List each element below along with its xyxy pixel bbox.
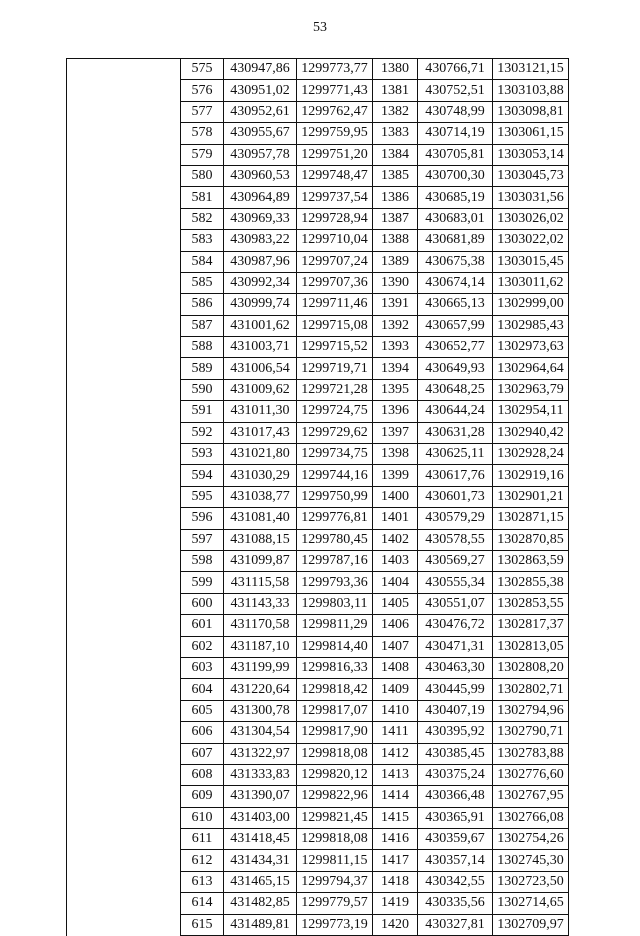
point-number-cell: 575	[181, 59, 224, 80]
x-coordinate-cell: 431220,64	[224, 679, 297, 700]
x-coordinate-cell: 431187,10	[224, 636, 297, 657]
point-number-cell: 595	[181, 486, 224, 507]
x-coordinate-cell: 430960,53	[224, 165, 297, 186]
point-number-cell: 608	[181, 764, 224, 785]
y-coordinate-cell: 1302985,43	[493, 315, 569, 336]
y-coordinate-cell: 1299811,29	[297, 615, 373, 636]
y-coordinate-cell: 1302863,59	[493, 550, 569, 571]
y-coordinate-cell: 1299737,54	[297, 187, 373, 208]
x-coordinate-cell: 430683,01	[418, 208, 493, 229]
x-coordinate-cell: 430681,89	[418, 230, 493, 251]
point-number-cell: 577	[181, 101, 224, 122]
x-coordinate-cell: 430357,14	[418, 850, 493, 871]
y-coordinate-cell: 1302919,16	[493, 465, 569, 486]
point-number-cell: 592	[181, 422, 224, 443]
point-number-cell: 583	[181, 230, 224, 251]
point-number-cell: 603	[181, 657, 224, 678]
x-coordinate-cell: 430675,38	[418, 251, 493, 272]
point-number-cell: 1401	[373, 508, 418, 529]
point-number-cell: 1397	[373, 422, 418, 443]
point-number-cell: 1390	[373, 272, 418, 293]
y-coordinate-cell: 1299779,57	[297, 893, 373, 914]
coordinates-table-body	[67, 59, 569, 936]
y-coordinate-cell: 1299820,12	[297, 764, 373, 785]
x-coordinate-cell: 431006,54	[224, 358, 297, 379]
point-number-cell: 1391	[373, 294, 418, 315]
x-coordinate-cell: 430365,91	[418, 807, 493, 828]
y-coordinate-cell: 1299715,52	[297, 337, 373, 358]
y-coordinate-cell: 1299818,08	[297, 829, 373, 850]
x-coordinate-cell: 431322,97	[224, 743, 297, 764]
x-coordinate-cell: 430342,55	[418, 871, 493, 892]
x-coordinate-cell: 430951,02	[224, 80, 297, 101]
x-coordinate-cell: 431482,85	[224, 893, 297, 914]
point-number-cell: 1392	[373, 315, 418, 336]
point-number-cell: 1413	[373, 764, 418, 785]
point-number-cell: 1386	[373, 187, 418, 208]
point-number-cell: 598	[181, 550, 224, 571]
y-coordinate-cell: 1302776,60	[493, 764, 569, 785]
point-number-cell: 606	[181, 722, 224, 743]
x-coordinate-cell: 431038,77	[224, 486, 297, 507]
point-number-cell: 1409	[373, 679, 418, 700]
point-number-cell: 605	[181, 700, 224, 721]
point-number-cell: 589	[181, 358, 224, 379]
page-number: 53	[313, 20, 327, 35]
merged-empty-cell	[67, 59, 181, 936]
x-coordinate-cell: 430551,07	[418, 593, 493, 614]
y-coordinate-cell: 1302709,97	[493, 914, 569, 935]
y-coordinate-cell: 1299707,36	[297, 272, 373, 293]
point-number-cell: 609	[181, 786, 224, 807]
point-number-cell: 593	[181, 444, 224, 465]
y-coordinate-cell: 1302808,20	[493, 657, 569, 678]
y-coordinate-cell: 1299794,37	[297, 871, 373, 892]
point-number-cell: 600	[181, 593, 224, 614]
point-number-cell: 604	[181, 679, 224, 700]
y-coordinate-cell: 1299711,46	[297, 294, 373, 315]
y-coordinate-cell: 1303011,62	[493, 272, 569, 293]
x-coordinate-cell: 430385,45	[418, 743, 493, 764]
x-coordinate-cell: 430952,61	[224, 101, 297, 122]
y-coordinate-cell: 1302853,55	[493, 593, 569, 614]
x-coordinate-cell: 430987,96	[224, 251, 297, 272]
y-coordinate-cell: 1302999,00	[493, 294, 569, 315]
point-number-cell: 1407	[373, 636, 418, 657]
y-coordinate-cell: 1299780,45	[297, 529, 373, 550]
point-number-cell: 580	[181, 165, 224, 186]
y-coordinate-cell: 1299751,20	[297, 144, 373, 165]
x-coordinate-cell: 431088,15	[224, 529, 297, 550]
x-coordinate-cell: 431304,54	[224, 722, 297, 743]
x-coordinate-cell: 430947,86	[224, 59, 297, 80]
y-coordinate-cell: 1299734,75	[297, 444, 373, 465]
x-coordinate-cell: 430752,51	[418, 80, 493, 101]
y-coordinate-cell: 1299793,36	[297, 572, 373, 593]
point-number-cell: 1381	[373, 80, 418, 101]
point-number-cell: 1382	[373, 101, 418, 122]
point-number-cell: 613	[181, 871, 224, 892]
x-coordinate-cell: 430569,27	[418, 550, 493, 571]
y-coordinate-cell: 1299762,47	[297, 101, 373, 122]
point-number-cell: 1387	[373, 208, 418, 229]
point-number-cell: 601	[181, 615, 224, 636]
x-coordinate-cell: 430366,48	[418, 786, 493, 807]
x-coordinate-cell: 431115,58	[224, 572, 297, 593]
point-number-cell: 611	[181, 829, 224, 850]
y-coordinate-cell: 1302794,96	[493, 700, 569, 721]
y-coordinate-cell: 1302813,05	[493, 636, 569, 657]
y-coordinate-cell: 1299814,40	[297, 636, 373, 657]
point-number-cell: 1417	[373, 850, 418, 871]
y-coordinate-cell: 1302954,11	[493, 401, 569, 422]
y-coordinate-cell: 1302855,38	[493, 572, 569, 593]
point-number-cell: 584	[181, 251, 224, 272]
y-coordinate-cell: 1302963,79	[493, 379, 569, 400]
point-number-cell: 1396	[373, 401, 418, 422]
point-number-cell: 1404	[373, 572, 418, 593]
point-number-cell: 610	[181, 807, 224, 828]
x-coordinate-cell: 430983,22	[224, 230, 297, 251]
y-coordinate-cell: 1299729,62	[297, 422, 373, 443]
point-number-cell: 1395	[373, 379, 418, 400]
point-number-cell: 1414	[373, 786, 418, 807]
y-coordinate-cell: 1299707,24	[297, 251, 373, 272]
x-coordinate-cell: 431081,40	[224, 508, 297, 529]
point-number-cell: 586	[181, 294, 224, 315]
x-coordinate-cell: 430652,77	[418, 337, 493, 358]
x-coordinate-cell: 430649,93	[418, 358, 493, 379]
x-coordinate-cell: 430955,67	[224, 123, 297, 144]
x-coordinate-cell: 430463,30	[418, 657, 493, 678]
y-coordinate-cell: 1303045,73	[493, 165, 569, 186]
y-coordinate-cell: 1303103,88	[493, 80, 569, 101]
table-row	[67, 59, 569, 80]
x-coordinate-cell: 430471,31	[418, 636, 493, 657]
y-coordinate-cell: 1299759,95	[297, 123, 373, 144]
x-coordinate-cell: 431465,15	[224, 871, 297, 892]
x-coordinate-cell: 431489,81	[224, 914, 297, 935]
x-coordinate-cell: 430327,81	[418, 914, 493, 935]
x-coordinate-cell: 431143,33	[224, 593, 297, 614]
point-number-cell: 612	[181, 850, 224, 871]
point-number-cell: 590	[181, 379, 224, 400]
x-coordinate-cell: 430957,78	[224, 144, 297, 165]
point-number-cell: 1394	[373, 358, 418, 379]
y-coordinate-cell: 1299773,77	[297, 59, 373, 80]
point-number-cell: 1393	[373, 337, 418, 358]
y-coordinate-cell: 1302745,30	[493, 850, 569, 871]
x-coordinate-cell: 430578,55	[418, 529, 493, 550]
y-coordinate-cell: 1303031,56	[493, 187, 569, 208]
point-number-cell: 1398	[373, 444, 418, 465]
point-number-cell: 1385	[373, 165, 418, 186]
x-coordinate-cell: 431170,58	[224, 615, 297, 636]
y-coordinate-cell: 1302973,63	[493, 337, 569, 358]
x-coordinate-cell: 430992,34	[224, 272, 297, 293]
point-number-cell: 588	[181, 337, 224, 358]
y-coordinate-cell: 1302723,50	[493, 871, 569, 892]
point-number-cell: 581	[181, 187, 224, 208]
x-coordinate-cell: 430648,25	[418, 379, 493, 400]
point-number-cell: 1384	[373, 144, 418, 165]
y-coordinate-cell: 1302817,37	[493, 615, 569, 636]
y-coordinate-cell: 1299750,99	[297, 486, 373, 507]
x-coordinate-cell: 430644,24	[418, 401, 493, 422]
x-coordinate-cell: 430445,99	[418, 679, 493, 700]
y-coordinate-cell: 1302790,71	[493, 722, 569, 743]
x-coordinate-cell: 430969,33	[224, 208, 297, 229]
x-coordinate-cell: 430476,72	[418, 615, 493, 636]
point-number-cell: 1402	[373, 529, 418, 550]
point-number-cell: 576	[181, 80, 224, 101]
x-coordinate-cell: 430766,71	[418, 59, 493, 80]
y-coordinate-cell: 1302940,42	[493, 422, 569, 443]
y-coordinate-cell: 1303098,81	[493, 101, 569, 122]
point-number-cell: 597	[181, 529, 224, 550]
y-coordinate-cell: 1302802,71	[493, 679, 569, 700]
x-coordinate-cell: 430579,29	[418, 508, 493, 529]
y-coordinate-cell: 1299811,15	[297, 850, 373, 871]
point-number-cell: 1416	[373, 829, 418, 850]
y-coordinate-cell: 1299773,19	[297, 914, 373, 935]
x-coordinate-cell: 431390,07	[224, 786, 297, 807]
x-coordinate-cell: 430748,99	[418, 101, 493, 122]
y-coordinate-cell: 1299771,43	[297, 80, 373, 101]
y-coordinate-cell: 1299710,04	[297, 230, 373, 251]
y-coordinate-cell: 1303022,02	[493, 230, 569, 251]
y-coordinate-cell: 1303061,15	[493, 123, 569, 144]
point-number-cell: 594	[181, 465, 224, 486]
x-coordinate-cell: 431003,71	[224, 337, 297, 358]
x-coordinate-cell: 430964,89	[224, 187, 297, 208]
coordinates-table	[66, 58, 569, 936]
y-coordinate-cell: 1299817,90	[297, 722, 373, 743]
y-coordinate-cell: 1303026,02	[493, 208, 569, 229]
point-number-cell: 1408	[373, 657, 418, 678]
x-coordinate-cell: 431009,62	[224, 379, 297, 400]
y-coordinate-cell: 1299816,33	[297, 657, 373, 678]
y-coordinate-cell: 1302714,65	[493, 893, 569, 914]
y-coordinate-cell: 1299787,16	[297, 550, 373, 571]
y-coordinate-cell: 1299822,96	[297, 786, 373, 807]
x-coordinate-cell: 430555,34	[418, 572, 493, 593]
x-coordinate-cell: 430631,28	[418, 422, 493, 443]
point-number-cell: 1383	[373, 123, 418, 144]
point-number-cell: 1400	[373, 486, 418, 507]
x-coordinate-cell: 430601,73	[418, 486, 493, 507]
point-number-cell: 1388	[373, 230, 418, 251]
x-coordinate-cell: 431300,78	[224, 700, 297, 721]
y-coordinate-cell: 1299803,11	[297, 593, 373, 614]
x-coordinate-cell: 430617,76	[418, 465, 493, 486]
y-coordinate-cell: 1302871,15	[493, 508, 569, 529]
point-number-cell: 1389	[373, 251, 418, 272]
point-number-cell: 1406	[373, 615, 418, 636]
y-coordinate-cell: 1302964,64	[493, 358, 569, 379]
x-coordinate-cell: 430625,11	[418, 444, 493, 465]
x-coordinate-cell: 431030,29	[224, 465, 297, 486]
y-coordinate-cell: 1299821,45	[297, 807, 373, 828]
y-coordinate-cell: 1302767,95	[493, 786, 569, 807]
y-coordinate-cell: 1299728,94	[297, 208, 373, 229]
y-coordinate-cell: 1302870,85	[493, 529, 569, 550]
y-coordinate-cell: 1299721,28	[297, 379, 373, 400]
x-coordinate-cell: 431021,80	[224, 444, 297, 465]
x-coordinate-cell: 431403,00	[224, 807, 297, 828]
point-number-cell: 587	[181, 315, 224, 336]
x-coordinate-cell: 430395,92	[418, 722, 493, 743]
y-coordinate-cell: 1299818,08	[297, 743, 373, 764]
point-number-cell: 599	[181, 572, 224, 593]
x-coordinate-cell: 430407,19	[418, 700, 493, 721]
point-number-cell: 614	[181, 893, 224, 914]
point-number-cell: 578	[181, 123, 224, 144]
point-number-cell: 582	[181, 208, 224, 229]
x-coordinate-cell: 431199,99	[224, 657, 297, 678]
x-coordinate-cell: 430359,67	[418, 829, 493, 850]
x-coordinate-cell: 430665,13	[418, 294, 493, 315]
point-number-cell: 579	[181, 144, 224, 165]
y-coordinate-cell: 1303015,45	[493, 251, 569, 272]
point-number-cell: 591	[181, 401, 224, 422]
y-coordinate-cell: 1299817,07	[297, 700, 373, 721]
x-coordinate-cell: 430705,81	[418, 144, 493, 165]
x-coordinate-cell: 431017,43	[224, 422, 297, 443]
x-coordinate-cell: 431011,30	[224, 401, 297, 422]
x-coordinate-cell: 431333,83	[224, 764, 297, 785]
point-number-cell: 607	[181, 743, 224, 764]
y-coordinate-cell: 1299818,42	[297, 679, 373, 700]
x-coordinate-cell: 430999,74	[224, 294, 297, 315]
x-coordinate-cell: 430657,99	[418, 315, 493, 336]
coordinates-table-container	[66, 58, 569, 936]
y-coordinate-cell: 1303053,14	[493, 144, 569, 165]
x-coordinate-cell: 431099,87	[224, 550, 297, 571]
y-coordinate-cell: 1302754,26	[493, 829, 569, 850]
point-number-cell: 1420	[373, 914, 418, 935]
x-coordinate-cell: 430700,30	[418, 165, 493, 186]
y-coordinate-cell: 1303121,15	[493, 59, 569, 80]
point-number-cell: 602	[181, 636, 224, 657]
point-number-cell: 585	[181, 272, 224, 293]
point-number-cell: 1419	[373, 893, 418, 914]
x-coordinate-cell: 431434,31	[224, 850, 297, 871]
y-coordinate-cell: 1302783,88	[493, 743, 569, 764]
x-coordinate-cell: 430714,19	[418, 123, 493, 144]
y-coordinate-cell: 1299724,75	[297, 401, 373, 422]
y-coordinate-cell: 1299715,08	[297, 315, 373, 336]
y-coordinate-cell: 1299776,81	[297, 508, 373, 529]
x-coordinate-cell: 431418,45	[224, 829, 297, 850]
y-coordinate-cell: 1299744,16	[297, 465, 373, 486]
y-coordinate-cell: 1302928,24	[493, 444, 569, 465]
y-coordinate-cell: 1299719,71	[297, 358, 373, 379]
x-coordinate-cell: 431001,62	[224, 315, 297, 336]
point-number-cell: 615	[181, 914, 224, 935]
x-coordinate-cell: 430674,14	[418, 272, 493, 293]
point-number-cell: 1399	[373, 465, 418, 486]
point-number-cell: 1403	[373, 550, 418, 571]
point-number-cell: 1410	[373, 700, 418, 721]
point-number-cell: 1405	[373, 593, 418, 614]
x-coordinate-cell: 430335,56	[418, 893, 493, 914]
y-coordinate-cell: 1299748,47	[297, 165, 373, 186]
y-coordinate-cell: 1302901,21	[493, 486, 569, 507]
point-number-cell: 1418	[373, 871, 418, 892]
x-coordinate-cell: 430685,19	[418, 187, 493, 208]
point-number-cell: 596	[181, 508, 224, 529]
point-number-cell: 1412	[373, 743, 418, 764]
point-number-cell: 1411	[373, 722, 418, 743]
x-coordinate-cell: 430375,24	[418, 764, 493, 785]
y-coordinate-cell: 1302766,08	[493, 807, 569, 828]
point-number-cell: 1415	[373, 807, 418, 828]
point-number-cell: 1380	[373, 59, 418, 80]
